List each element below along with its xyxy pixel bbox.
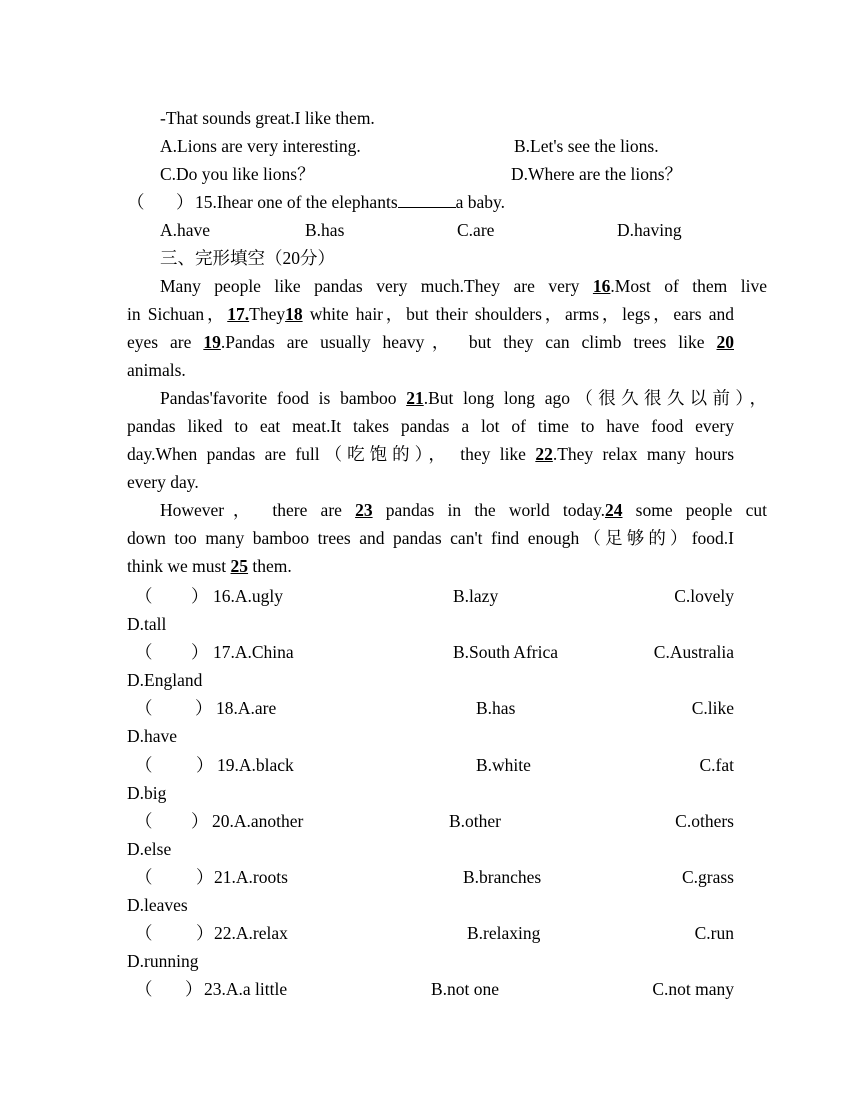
option-c: C.Australia <box>653 642 734 663</box>
dialog-text: -That sounds great.I like them. <box>160 108 375 128</box>
question-row-continued <box>127 947 734 975</box>
question-row-continued <box>127 835 734 863</box>
question-row-continued <box>127 722 734 750</box>
option-d: D.tall <box>127 614 167 634</box>
option-b: B.branches <box>463 867 542 887</box>
q15-option-a: A.have <box>160 220 211 240</box>
option-d: D.big <box>127 782 167 803</box>
blank-number: 22 <box>535 444 553 464</box>
answer-paren-open: （ <box>135 754 153 775</box>
question-row-continued <box>127 666 734 694</box>
question-row <box>127 975 734 1003</box>
option-a: 22.A.relax <box>214 923 288 944</box>
option-c: C.run <box>694 923 734 944</box>
answer-paren-open: （ <box>135 586 153 606</box>
answer-paren-open: （ <box>127 192 145 212</box>
option-c: C.grass <box>681 867 734 887</box>
option-b: B.other <box>449 810 502 831</box>
answer-paren-open: （ <box>135 698 153 719</box>
section-title <box>127 244 767 272</box>
option-d: D.running <box>127 951 199 972</box>
question-row-continued <box>127 891 734 919</box>
passage-line: animals. <box>127 360 186 380</box>
blank-number: 19 <box>203 332 221 352</box>
question-row <box>127 863 734 891</box>
question-row <box>127 582 734 610</box>
q14-options-row-2 <box>127 160 734 188</box>
question-row <box>127 919 734 947</box>
passage-line: day.When pandas are full（吃饱的）， they like 22.They relax many hours <box>127 444 735 464</box>
q15-stem-text: 15.Ihear one of the elephants <box>195 192 398 212</box>
q15-stem <box>127 188 734 216</box>
option-a: 18.A.are <box>216 698 277 719</box>
section-title-text: 三、完形填空（20分） <box>160 248 335 268</box>
answer-paren-close: ） <box>185 979 203 1000</box>
option-b: B.not one <box>431 979 500 1000</box>
question-row <box>127 638 734 666</box>
q14-option-c: C.Do you like lions？ <box>160 164 315 184</box>
passage-line: However， there are 23 pandas in the world today.24 some people cut <box>160 500 767 520</box>
q15-option-c: C.are <box>457 220 495 240</box>
blank-number: 24 <box>605 500 623 520</box>
blank-number: 23 <box>355 500 373 520</box>
q15-option-d: D.having <box>617 220 682 240</box>
question-row <box>127 807 734 835</box>
passage-line: down too many bamboo trees and pandas can't find enough（足够的）food.I <box>127 528 734 548</box>
option-a: 17.A.China <box>213 642 294 663</box>
answer-paren-close: ） <box>191 586 209 606</box>
option-a: 20.A.another <box>212 810 304 831</box>
passage-line: think we must 25 them. <box>127 556 292 576</box>
option-d: D.have <box>127 726 178 747</box>
answer-blank <box>398 189 456 208</box>
answer-paren-open: （ <box>135 810 153 831</box>
passage-line: in Sichuan，17.They18 white hair，but their shoulders，arms，legs，ears and <box>127 304 734 324</box>
question-row <box>127 694 734 722</box>
question-row-continued <box>127 610 734 638</box>
option-c: C.lovely <box>674 586 734 606</box>
q14-option-a: A.Lions are very interesting. <box>160 136 361 156</box>
answer-paren-close: ） <box>191 810 209 831</box>
blank-number: 21 <box>406 388 424 408</box>
option-c: C.fat <box>699 754 734 775</box>
blank-number: 25 <box>230 556 249 576</box>
passage-line: Pandas'favorite food is bamboo 21.But long long ago（很久很久以前）， <box>160 388 767 408</box>
answer-paren-close: ） <box>195 698 213 719</box>
option-b: B.relaxing <box>467 923 541 944</box>
q15-stem-end: a baby. <box>455 192 506 212</box>
option-c: C.not many <box>652 979 734 1000</box>
q14-options-row-1 <box>127 132 734 160</box>
blank-number: 17. <box>227 304 250 324</box>
blank-number: 20 <box>716 332 734 352</box>
option-d: D.leaves <box>127 895 188 915</box>
passage-line: pandas liked to eat meat.It takes pandas a lot of time to have food every <box>127 416 734 436</box>
blank-number: 16 <box>592 276 611 296</box>
question-row <box>127 751 734 779</box>
passage-line: eyes are 19.Pandas are usually heavy， but they can climb trees like 20 <box>127 332 734 352</box>
option-b: B.has <box>476 698 516 719</box>
answer-paren-close: ） <box>191 642 209 663</box>
option-d: D.else <box>127 838 172 859</box>
option-a: 21.A.roots <box>214 867 288 887</box>
answer-paren-close: ） <box>196 867 214 887</box>
option-b: B.white <box>476 754 531 775</box>
passage-line: every day. <box>127 472 199 492</box>
option-a: 16.A.ugly <box>213 586 283 606</box>
answer-paren-close: ） <box>196 923 214 944</box>
q15-options <box>127 216 734 244</box>
answer-paren-open: （ <box>135 867 153 887</box>
answer-paren-open: （ <box>135 642 153 663</box>
q14-option-d: D.Where are the lions？ <box>511 164 683 184</box>
answer-paren-open: （ <box>135 923 153 944</box>
answer-paren-close: ） <box>176 192 194 212</box>
blank-number: 18 <box>285 304 303 324</box>
option-a: 19.A.black <box>217 754 294 775</box>
dialog-line <box>127 104 767 132</box>
passage-line: Many people like pandas very much.They are very 16.Most of them live <box>160 276 768 296</box>
answer-paren-open: （ <box>135 979 153 1000</box>
q14-option-b: B.Let's see the lions. <box>514 136 659 156</box>
option-b: B.lazy <box>453 586 499 606</box>
q15-option-b: B.has <box>305 220 345 240</box>
option-a: 23.A.a little <box>204 979 288 1000</box>
option-d: D.England <box>127 670 203 691</box>
option-b: B.South Africa <box>453 642 558 663</box>
option-c: C.like <box>691 698 734 719</box>
question-row-continued <box>127 779 734 807</box>
answer-paren-close: ） <box>196 754 214 775</box>
option-c: C.others <box>675 810 734 831</box>
